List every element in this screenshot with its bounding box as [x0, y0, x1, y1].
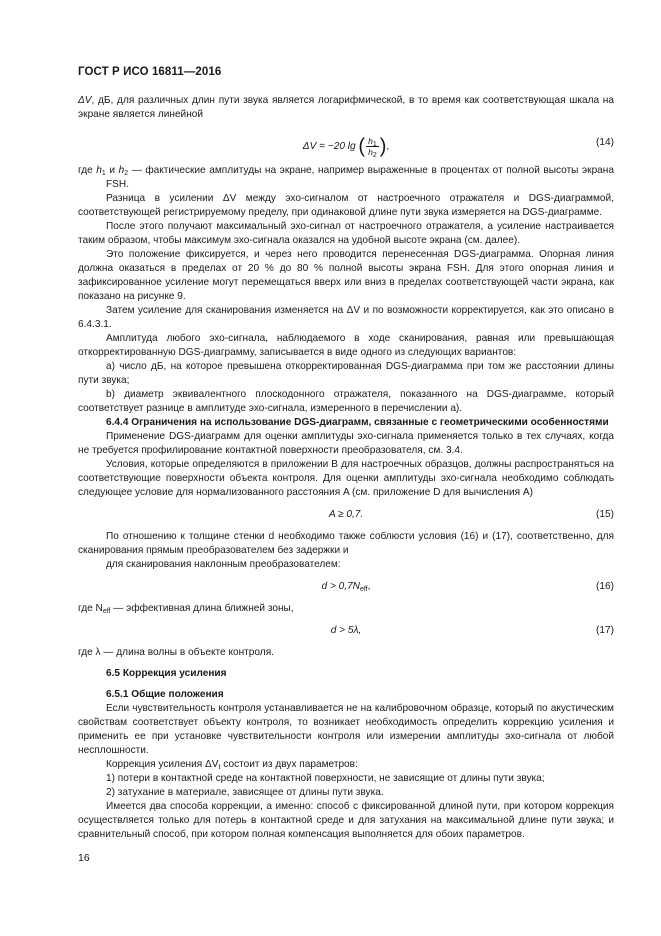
paragraph-methods: Имеется два способа коррекции, а именно: способ с фиксированной длиной пути, при котором коррекция осуществляется только для потерь в контактной среде и для затухания на максимальной длине пути звука; и сравнительный способ, при котором полная компенсация выполняется для обоих параметров.: [78, 801, 614, 840]
paragraph-angle-probe: для сканирования наклонным преобразователем:: [106, 559, 341, 570]
document-header: ГОСТ Р ИСО 16811—2016: [78, 66, 222, 78]
list-item-a: a) число дБ, на которое превышена откорректированная DGS-диаграмма при том же расстоянии длины пути звука;: [78, 361, 614, 386]
section-heading-6-5: 6.5 Коррекция усиления: [106, 668, 227, 679]
paragraph-fix-position: Это положение фиксируется, и через него проводится перенесенная DGS-диаграмма. Опорная линия должна оказаться в пределах от 20 % до 80 % полной высоты экрана FSH. Для этого опорная линия и зафиксированное усиление могут перемещаться вверх или вниз в пределах соответствующей части экрана, как показано на рисунке 9.: [78, 249, 614, 302]
formula-17: d > 5λ, (17): [330, 625, 614, 636]
paragraph-apply-dgs: Применение DGS-диаграмм для оценки амплитуды эхо-сигнала применяется только в тех случаях, когда не требуется профилирование контактной поверхности преобразователя, см. 3.4.: [78, 431, 614, 456]
formula-14-number: (14): [596, 137, 614, 148]
intro-paragraph: ΔV, дБ, для различных длин пути звука является логарифмической, в то время как соответствующая шкала на экране является линейной: [78, 95, 614, 120]
formula-15-number: (15): [596, 509, 614, 520]
paragraph-sensitivity: Если чувствительность контроля устанавливается не на калибровочном образце, который по акустическим свойствам соответствует объекту контроля, то возникает необходимость определить коррекцию усиления и применить ее при установке чувствительности контроля или измерении амплитуды эхо-сигнала от любой несплошности.: [78, 703, 614, 756]
section-heading-6-4-4: 6.4.4 Ограничения на использование DGS-диаграмм, связанные с геометрическими особенностями: [106, 417, 609, 428]
formula-14-lhs: ΔV = −20 lg: [302, 141, 356, 153]
paragraph-max-echo: После этого получают максимальный эхо-сигнал от настроечного отражателя, а усиление настраивается таким образом, чтобы максимум эхо-сигнала оказался на удобной высоте экрана (см. далее).: [78, 221, 614, 246]
where-lambda: где λ — длина волны в объекте контроля.: [78, 647, 274, 658]
where-neff: где $N_{eff}$ — эффективная длина ближней зоны,: [78, 603, 294, 615]
list-item-2: 2) затухание в материале, зависящее от длины пути звука.: [106, 787, 384, 798]
where-h1-h2: где $h_1$ и $h_2$ — фактические амплитуды на экране, например выраженные в процентах от полной высоты экрана FSH.: [78, 165, 614, 190]
section-heading-6-5-1: 6.5.1 Общие положения: [106, 689, 224, 700]
formula-15: A ≥ 0,7. (15): [328, 509, 614, 520]
paragraph-wall-thickness: По отношению к толщине стенки d необходимо также соблюсти условия (16) и (17), соответственно, для сканирования прямым преобразователем без задержки и: [78, 531, 614, 556]
list-item-1: 1) потери в контактной среде на контактной поверхности, не зависящие от длины пути звука;: [106, 773, 545, 784]
formula-16: $d > 0,7N_{eff}$, (16): [321, 581, 614, 593]
page-number: 16: [78, 852, 90, 864]
paragraph-amplitude: Амплитуда любого эхо-сигнала, наблюдаемого в ходе сканирования, равная или превышающая откорректированную DGS-диаграмму, записывается в виде одного из следующих вариантов:: [78, 333, 614, 358]
formula-14-fraction: $\frac{h_1}{h_2}$: [368, 136, 377, 159]
document-body: [78, 94, 614, 842]
formula-14: ΔV = −20 lg ( $\frac{h_1}{h_2}$ ), (14): [302, 135, 614, 159]
formula-16-number: (16): [596, 581, 614, 592]
paragraph-conditions: Условия, которые определяются в приложении В для настроечных образцов, должны распространяться на соответствующие поверхности объекта контроля. Для оценки амплитуды эхо-сигнала необходимо соблюдать следующее условие для нормализованного расстояния A (см. приложение D для вычисления A): [78, 459, 614, 498]
paragraph-gain-correction: Коррекция усиления $\Delta V_t$ состоит из двух параметров:: [106, 759, 358, 771]
list-item-b: b) диаметр эквивалентного плоскодонного отражателя, показанного на DGS-диаграмме, который соответствует разнице в амплитуде эхо-сигнала, измеренного в перечислении a).: [78, 389, 614, 414]
paragraph-gain-difference: Разница в усилении ΔV между эхо-сигналом от настроечного отражателя и DGS-диаграммой, соответствующей регистрируемому пределу, при одинаковой длине пути звука измеряется на DGS-диаграмме.: [78, 193, 614, 218]
paragraph-scan-gain: Затем усиление для сканирования изменяется на ΔV и по возможности корректируется, как это описано в 6.4.3.1.: [78, 305, 614, 330]
formula-17-number: (17): [596, 625, 614, 636]
